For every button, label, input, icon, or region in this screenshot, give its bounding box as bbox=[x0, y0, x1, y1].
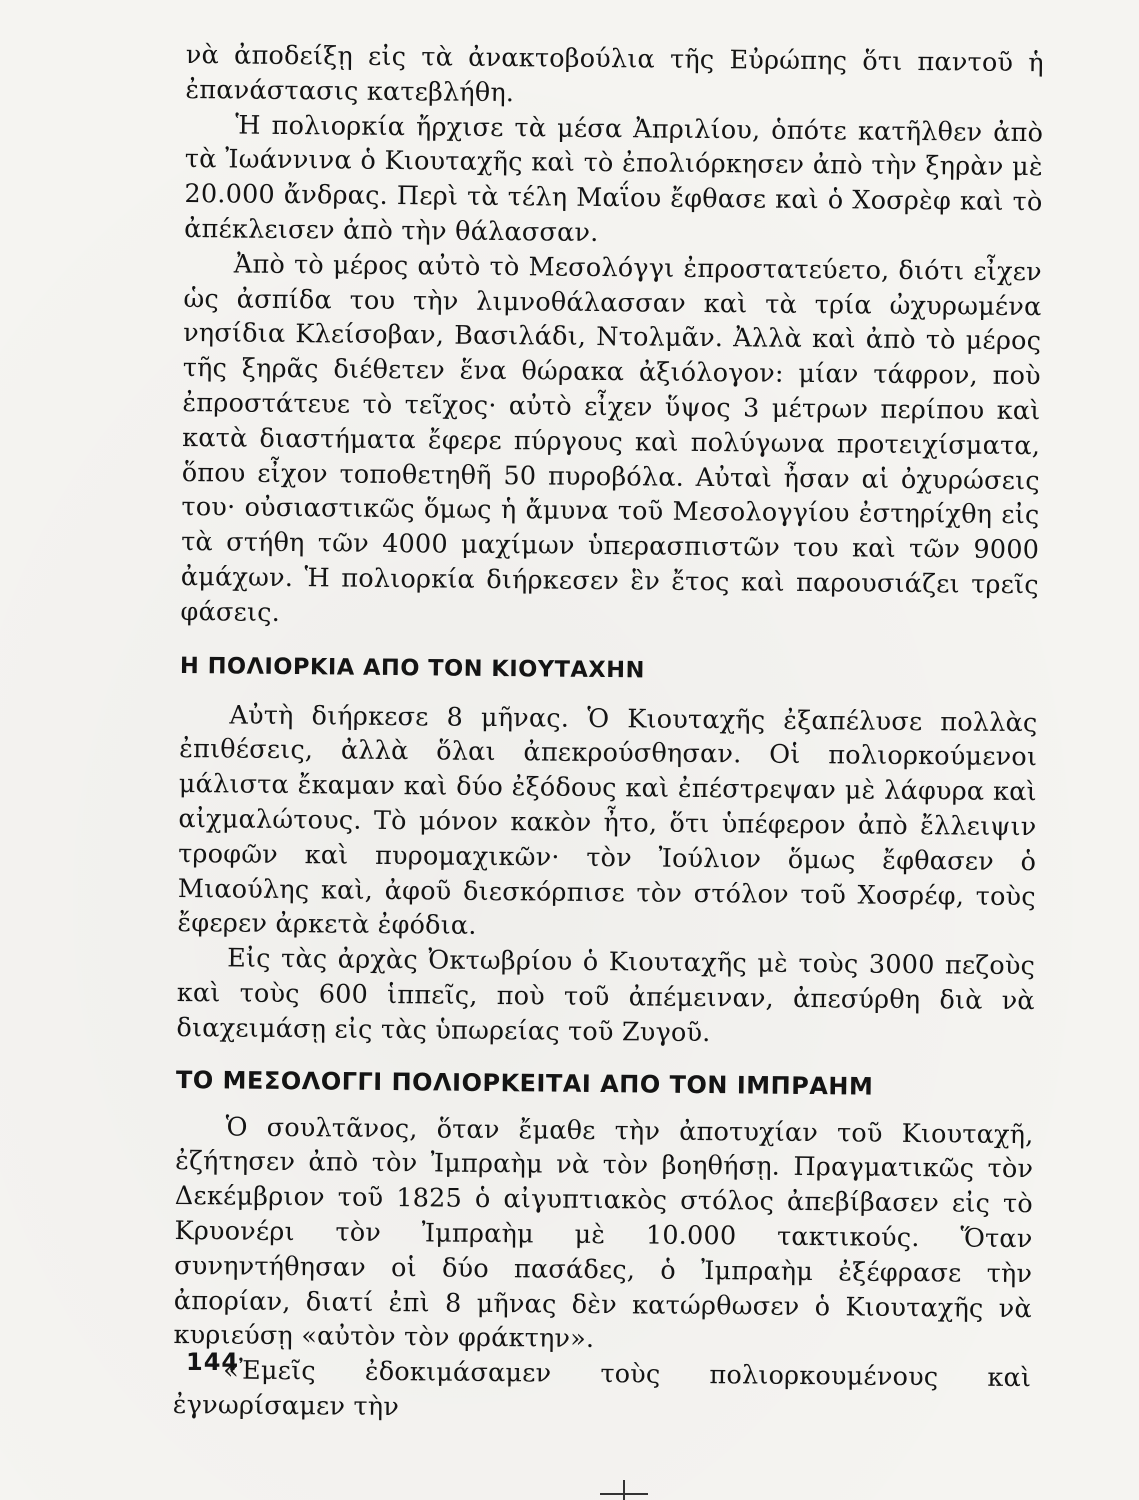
paragraph-october-withdrawal: Εἰς τὰς ἀρχὰς Ὀκτωβρίου ὁ Κιουταχῆς μὲ τοὺς 3000 πεζοὺς καὶ τοὺς 600 ἱππεῖς, ποὺ τοῦ ἀπέμειναν, ἀπεσύρθη διὰ νὰ διαχειμάσῃ εἰς τὰς ὑπωρείας τοῦ Ζυγοῦ. bbox=[176, 943, 1036, 1048]
crop-mark-vertical bbox=[623, 1480, 625, 1500]
paragraph-fortifications: Ἀπὸ τὸ μέρος αὐτὸ τὸ Μεσολόγγι ἐπροστατεύετο, διότι εἶχεν ὡς ἀσπίδα του τὴν λιμνοθάλασσαν καὶ τὰ τρία ὠχυρωμένα νησίδια Κλείσοβαν, Βασιλάδι, Ντολμᾶν. Ἀλλὰ καὶ ἀπὸ τὸ μέρος τῆς ξηρᾶς διέθετεν ἕνα θώρακα ἀξιόλογον: μίαν τάφρον, ποὺ ἐπροστάτευε τὸ τεῖχος· αὐτὸ εἶχεν ὕψος 3 μέτρων περίπου καὶ κατὰ διαστήματα ἔφερε πύργους καὶ πολύγωνα προτειχίσματα, ὅπου εἶχον τοποθετηθῆ 50 πυροβόλα. Αὐταὶ ἦσαν αἱ ὀχυρώσεις του· οὐσιαστικῶς ὅμως ἡ ἄμυνα τοῦ Μεσολογγίου ἐστηρίχθη εἰς τὰ στήθη τῶν 4000 μαχίμων ὑπερασπιστῶν του καὶ τῶν 9000 ἀμάχων. Ἡ πολιορκία διήρκεσεν ἓν ἔτος καὶ παρουσιάζει τρεῖς φάσεις. bbox=[180, 249, 1042, 628]
section-heading-kiutachis: Η ΠΟΛΙΟΡΚΙΑ ΑΠΟ ΤΟΝ ΚΙΟΥΤΑΧΗΝ bbox=[179, 652, 646, 683]
section-heading-ibrahim: ΤΟ ΜΕΣΟΛΟΓΓΙ ΠΟΛΙΟΡΚΕΙΤΑΙ ΑΠΟ ΤΟΝ ΙΜΠΡΑΗΜ bbox=[175, 1065, 874, 1101]
paragraph-quote-start: «Ἐμεῖς ἐδοκιμάσαμεν τοὺς πολιορκουμένους καὶ ἐγνωρίσαμεν τὴν bbox=[172, 1355, 1032, 1422]
page-text-block bbox=[173, 38, 1044, 1431]
paragraph-siege-start: Ἡ πολιορκία ἤρχισε τὰ μέσα Ἀπριλίου, ὁπότε κατῆλθεν ἀπὸ τὰ Ἰωάννινα ὁ Κιουταχῆς καὶ τὸ ἐπολιόρκησεν ἀπὸ τὴν ξηρὰν μὲ 20.000 ἄνδρας. Περὶ τὰ τέλη Μαΐου ἔφθασε καὶ ὁ Χοσρὲφ καὶ τὸ ἀπέκλεισεν ἀπὸ τὴν θάλασσαν. bbox=[184, 110, 1044, 248]
paragraph-continuation: νὰ ἀποδείξῃ εἰς τὰ ἀνακτοβούλια τῆς Εὐρώπης ὅτι παντοῦ ἡ ἐπανάστασις κατεβλήθη. bbox=[185, 39, 1044, 108]
page-number: 144 bbox=[186, 1348, 240, 1376]
paragraph-eight-months: Αὐτὴ διήρκεσε 8 μῆνας. Ὁ Κιουταχῆς ἐξαπέλυσε πολλὰς ἐπιθέσεις, ἀλλὰ ὅλαι ἀπεκρούσθησαν. Οἱ πολιορκούμενοι μάλιστα ἔκαμαν καὶ δύο ἐξόδους καὶ ἐπέστρεψαν μὲ λάφυρα καὶ αἰχμαλώτους. Τὸ μόνον κακὸν ἦτο, ὅτι ὑπέφερον ἀπὸ ἔλλειψιν τροφῶν καὶ πυρομαχικῶν· τὸν Ἰούλιον ὅμως ἔφθασεν ὁ Μιαούλης καὶ, ἀφοῦ διεσκόρπισε τὸν στόλον τοῦ Χοσρέφ, τοὺς ἔφερεν ἀρκετὰ ἐφόδια. bbox=[177, 699, 1038, 942]
paragraph-sultan: Ὁ σουλτᾶνος, ὅταν ἔμαθε τὴν ἀποτυχίαν τοῦ Κιουταχῆ, ἐζήτησεν ἀπὸ τὸν Ἰμπραὴμ νὰ τὸν βοηθήσῃ. Πραγματικῶς τὸν Δεκέμβριον τοῦ 1825 ὁ αἰγυπτιακὸς στόλος ἀπεβίβασεν εἰς τὸ Κρυονέρι τὸν Ἰμπραὴμ μὲ 10.000 τακτικούς. Ὅταν συνηντήθησαν οἱ δύο πασάδες, ὁ Ἰμπραὴμ ἐξέφρασε τὴν ἀπορίαν, διατί ἐπὶ 8 μῆνας δὲν κατώρθωσεν ὁ Κιουταχῆς νὰ κυριεύσῃ «αὐτὸν τὸν φράκτην». bbox=[173, 1111, 1034, 1355]
